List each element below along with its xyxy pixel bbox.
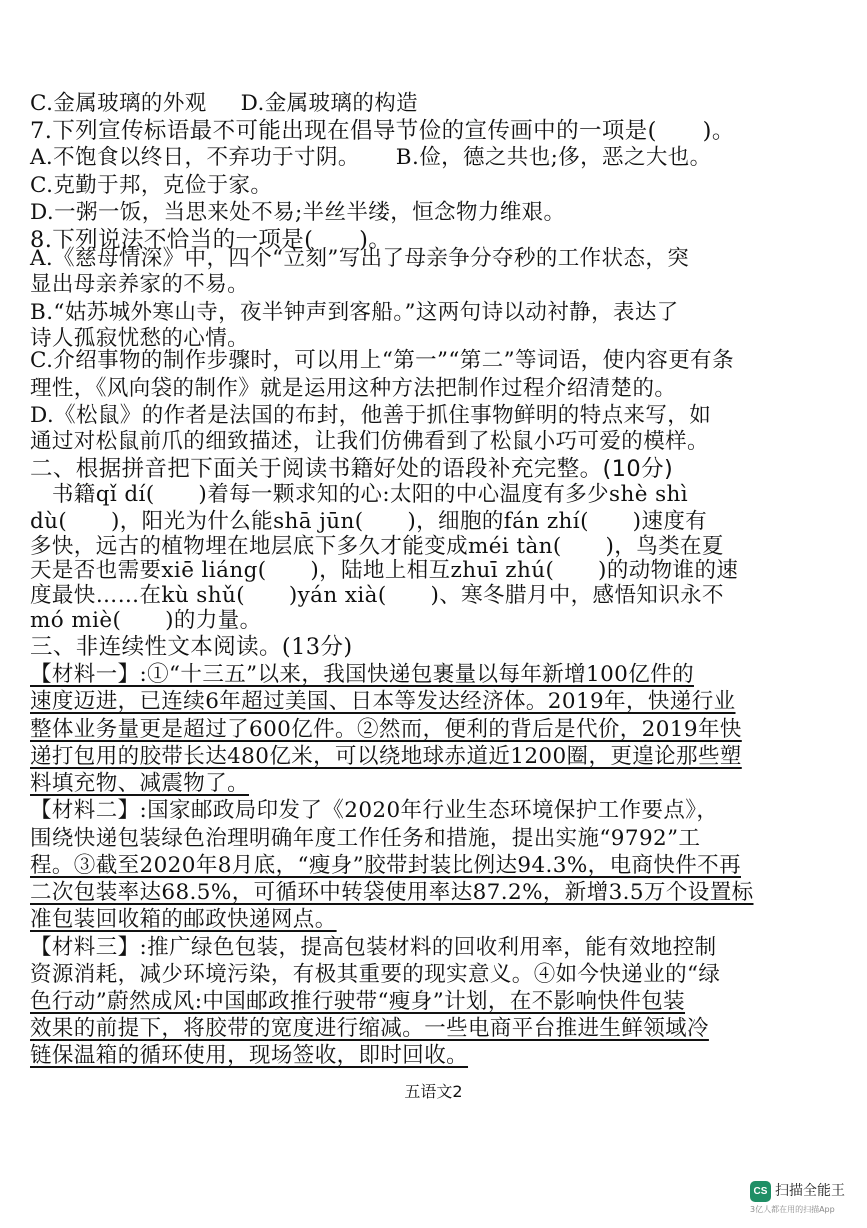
material-3-line: 链保温箱的循环使用，现场签收，即时回收。 — [30, 1043, 469, 1068]
pinyin-paragraph-line: 度最快……在kù shǔ( )yán xià( )、寒冬腊月中，感悟知识永不 — [30, 583, 724, 608]
material-1-line: 整体业务量更是超过了600亿件。②然而，便利的背后是代价，2019年快 — [30, 717, 742, 742]
material-1-line: 料填充物、减震物了。 — [30, 771, 250, 796]
material-1-line — [30, 661, 694, 689]
material-2-line: 程。③截至2020年8月底，“瘦身”胶带封装比例达94.3%，电商快件不再 — [30, 853, 741, 878]
page-footer: 五语文2 — [404, 1082, 463, 1101]
material-1-line: 速度迈进，已连续6年超过美国、日本等发达经济体。2019年，快递行业 — [30, 689, 736, 714]
q7-option-d: D.一粥一饭，当思来处不易;半丝半缕，恒念物力维艰。 — [30, 200, 566, 225]
q8-option-c-line2: 理性，《风向袋的制作》就是运用这种方法把制作过程介绍清楚的。 — [30, 376, 677, 401]
q8-option-b-line1: B.“姑苏城外寒山寺，夜半钟声到客船。”这两句诗以动衬静，表达了 — [30, 300, 679, 325]
q7-option-c: C.克勤于邦，克俭于家。 — [30, 173, 273, 198]
camscanner-logo-icon: CS — [750, 1181, 771, 1202]
q8-option-a-line1: A.《慈母情深》中，四个“立刻”写出了母亲争分夺秒的工作状态，突 — [30, 246, 690, 271]
material-3-line: 色行动”蔚然成风:中国邮政推行驶带“瘦身”计划，在不影响快件包装 — [30, 989, 686, 1014]
underlined-text: 【材料一】:①“十三五”以来，我国快递包裹量以每年新增100亿件的 — [30, 662, 694, 687]
pinyin-paragraph-line: 多快，远古的植物埋在地层底下多久才能变成méi tàn( )，鸟类在夏 — [30, 534, 724, 559]
q8-option-c-line1: C.介绍事物的制作步骤时，可以用上“第一”“第二”等词语，使内容更有条 — [30, 348, 734, 373]
section2-heading: 二、根据拼音把下面关于阅读书籍好处的语段补充完整。(10分) — [30, 456, 674, 482]
pinyin-paragraph-line: 天是否也需要xiē liáng( )，陆地上相互zhuī zhú( )的动物谁的速 — [30, 558, 739, 583]
q8-option-d-line1: D.《松鼠》的作者是法国的布封，他善于抓住事物鲜明的特点来写，如 — [30, 403, 712, 428]
material-3-line: 效果的前提下，将胶带的宽度进行缩减。一些电商平台推进生鲜领域冷 — [30, 1016, 709, 1041]
q8-option-b-line2: 诗人孤寂忧愁的心情。 — [30, 326, 250, 351]
pinyin-paragraph-line: mó miè( )的力量。 — [30, 608, 262, 633]
watermark-app-name: 扫描全能王 — [775, 1183, 845, 1199]
q8-option-d-line2: 通过对松鼠前爪的细致描述，让我们仿佛看到了松鼠小巧可爱的模样。 — [30, 429, 709, 454]
q7-stem: 7.下列宣传标语最不可能出现在倡导节俭的宣传画中的一项是( )。 — [30, 118, 735, 144]
scanner-watermark — [750, 1179, 862, 1219]
material-2-line: 围绕快递包装绿色治理明确年度工作任务和措施，提出实施“9792”工 — [30, 826, 701, 851]
watermark-tagline: 3亿人都在用的扫描App — [750, 1205, 835, 1214]
material-2-line: 二次包装率达68.5%，可循环中转袋使用率达87.2%，新增3.5万个设置标 — [30, 880, 754, 905]
material-1-line: 递打包用的胶带长达480亿米，可以绕地球赤道近1200圈，更遑论那些塑 — [30, 744, 742, 769]
pinyin-paragraph-line: dù( )，阳光为什么能shā jūn( )，细胞的fán zhí( )速度有 — [30, 509, 708, 534]
q8-stem: 8.下列说法不恰当的一项是( )。 — [30, 227, 392, 253]
section3-heading: 三、非连续性文本阅读。(13分) — [30, 634, 353, 660]
q7-option-b: B.俭，德之共也;侈，恶之大也。 — [395, 145, 712, 170]
q6-option-c: C.金属玻璃的外观 — [30, 91, 207, 116]
material-3-line: 资源消耗，减少环境污染，有极其重要的现实意义。④如今快递业的“绿 — [30, 962, 721, 987]
material-3-line: 【材料三】:推广绿色包装，提高包装材料的回收利用率，能有效地控制 — [30, 935, 717, 960]
q6-options — [30, 90, 418, 118]
q7-option-a: A.不饱食以终日，不弃功于寸阴。 — [30, 145, 360, 170]
material-2-line: 准包装回收箱的邮政快递网点。 — [30, 907, 337, 932]
pinyin-paragraph-line: 书籍qǐ dí( )着每一颗求知的心:太阳的中心温度有多少shè shì — [30, 482, 689, 507]
material-2-line: 【材料二】:国家邮政局印发了《2020年行业生态环境保护工作要点》， — [30, 798, 719, 823]
q7-options-ab — [30, 144, 712, 172]
q6-option-d: D.金属玻璃的构造 — [240, 91, 419, 116]
q8-option-a-line2: 显出母亲养家的不易。 — [30, 272, 250, 297]
